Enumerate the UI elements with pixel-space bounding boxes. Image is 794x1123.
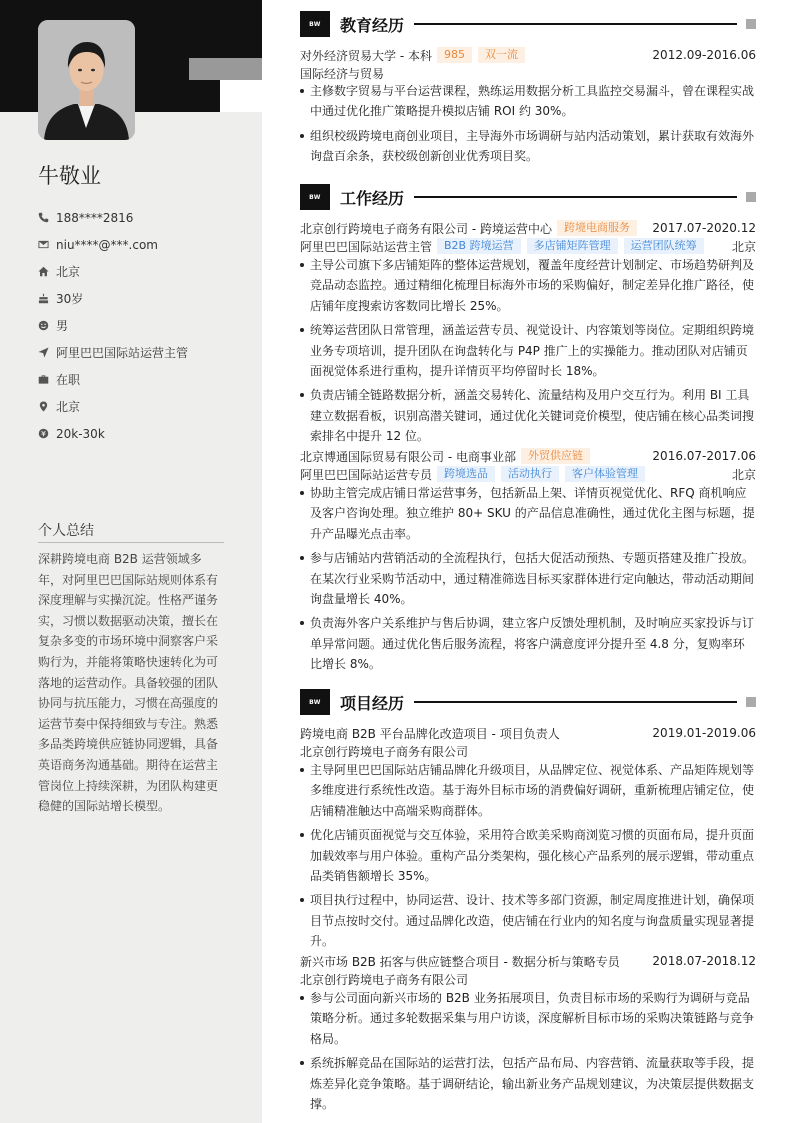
work-period: 2016.07-2017.06 xyxy=(652,449,756,463)
work-title: 工作经历 xyxy=(340,188,405,208)
project-company-row xyxy=(300,970,756,988)
info-age xyxy=(38,285,188,312)
list-item: 负责店铺全链路数据分析，涵盖交易转化、流量结构及用户交互行为。利用 BI 工具建立数据看板，识别高潜关键词，通过优化关键词竞价模型，使店铺在核心品类词搜索排名中提升 12 位。 xyxy=(300,385,756,446)
work-bullets xyxy=(300,255,756,451)
send-icon xyxy=(38,347,49,358)
summary-text: 深耕跨境电商 B2B 运营领域多年，对阿里巴巴国际站规则体系有深度理解与实操沉淀。性格严谨务实，习惯以数据驱动决策，擅长在复杂多变的市场环境中洞察客户采购行为，并能将策略快速转化为可落地的运营动作。具备较强的团队协同与抗压能力，习惯在高强度的运营节奏中保持细致与专注。熟悉多品类跨境供应链协同逻辑，具备英语商务沟通基础。期待在运营主管岗位上持续深耕，为团队构建更稳健的国际站增长模型。 xyxy=(38,552,219,814)
project-section-header xyxy=(300,689,756,715)
work-city: 北京 xyxy=(731,467,756,482)
work-role-row xyxy=(300,465,756,483)
info-phone xyxy=(38,204,188,231)
list-item: 优化店铺页面视觉与交互体验，采用符合欧美采购商浏览习惯的页面布局，提升页面加载效率与用户体验。重构产品分类架构，强化核心产品系列的展示逻辑，带动重点品类销售额增长 35%。 xyxy=(300,825,756,886)
section-divider xyxy=(414,23,737,25)
education-bullets xyxy=(300,81,756,171)
list-item: 主修数字贸易与平台运营课程，熟练运用数据分析工具监控交易漏斗，曾在课程实战中通过优化推广策略提升模拟店铺 ROI 约 30%。 xyxy=(300,81,756,122)
list-item: 协助主管完成店铺日常运营事务，包括新品上架、详情页视觉优化、RFQ 商机响应及客户咨询处理。独立维护 80+ SKU 的产品信息准确性，通过优化主图与标题，提升产品曝光点击率。 xyxy=(300,483,756,544)
info-email xyxy=(38,231,188,258)
list-item: 主导公司旗下多店铺矩阵的整体运营规划，覆盖年度经营计划制定、市场趋势研判及竞品动态监控。通过精细化梳理目标海外市场的采购偏好，制定差异化推广路径，使店铺年度搜索访客数同比增长 25%。 xyxy=(300,255,756,316)
section-square xyxy=(746,697,756,707)
info-status xyxy=(38,366,188,393)
mail-icon xyxy=(38,239,49,250)
list-item: 参与店铺站内营销活动的全流程执行，包括大促活动预热、专题页搭建及推广投放。在某次行业采购节活动中，通过精准筛选目标买家群体进行定向触达，带动活动期间询盘量增长 40%。 xyxy=(300,548,756,609)
role-name: 阿里巴巴国际站运营主管 xyxy=(300,239,433,254)
work-bullets xyxy=(300,483,756,679)
section-square xyxy=(746,192,756,202)
work-company-row xyxy=(300,447,756,465)
project-company-row xyxy=(300,742,756,760)
candidate-name: 牛敬业 xyxy=(38,164,101,188)
education-section-header xyxy=(300,11,756,37)
role-tag: B2B 跨境运营 xyxy=(437,238,521,254)
summary-title: 个人总结 xyxy=(38,520,224,543)
list-item: 统筹运营团队日常管理，涵盖运营专员、视觉设计、内容策划等岗位。定期组织跨境业务专项培训，提升团队在询盘转化与 P4P 推广上的实操能力。推动团队对店铺页面视觉体系进行重构，提升详情页平均停留时长 18%。 xyxy=(300,320,756,381)
company-tag: 跨境电商服务 xyxy=(557,220,637,236)
project-bullets xyxy=(300,988,756,1118)
section-badge: BW xyxy=(300,11,330,37)
project-title-row xyxy=(300,724,756,742)
education-period: 2012.09-2016.06 xyxy=(652,48,756,62)
company-name: 北京博通国际贸易有限公司 - 电商事业部 xyxy=(300,449,516,464)
role-tag: 运营团队统筹 xyxy=(624,238,704,254)
role-tag: 客户体验管理 xyxy=(565,466,645,482)
email-text: niu****@***.com xyxy=(56,237,158,252)
phone-text: 188****2816 xyxy=(56,210,134,225)
list-item: 参与公司面向新兴市场的 B2B 业务拓展项目，负责目标市场的采购行为调研与竞品策略分析。通过多轮数据采集与用户访谈，深度解析目标市场的采购决策链路与竞争格局。 xyxy=(300,988,756,1049)
gender-text: 男 xyxy=(56,319,69,333)
section-badge: BW xyxy=(300,689,330,715)
school-tag: 985 xyxy=(437,47,472,63)
work-city: 北京 xyxy=(731,239,756,254)
role-tag: 跨境选品 xyxy=(437,466,495,482)
phone-icon xyxy=(38,212,49,223)
work-role-row xyxy=(300,237,756,255)
section-divider xyxy=(414,196,737,198)
salary-text: 20k-30k xyxy=(56,426,105,441)
role-tag: 多店铺矩阵管理 xyxy=(527,238,618,254)
project-title: 项目经历 xyxy=(340,693,405,713)
location-pin-icon xyxy=(38,401,49,412)
contact-info-list xyxy=(38,204,188,447)
info-target-position xyxy=(38,339,188,366)
section-divider xyxy=(414,701,737,703)
education-school-row xyxy=(300,46,756,64)
education-title: 教育经历 xyxy=(340,15,405,35)
major-name: 国际经济与贸易 xyxy=(300,66,385,81)
smiley-icon xyxy=(38,320,49,331)
home-icon xyxy=(38,266,49,277)
project-title-row xyxy=(300,952,756,970)
school-name: 对外经济贸易大学 - 本科 xyxy=(300,48,432,63)
work-section-header xyxy=(300,184,756,210)
project-name: 新兴市场 B2B 拓客与供应链整合项目 - 数据分析与策略专员 xyxy=(300,954,620,969)
list-item: 主导阿里巴巴国际站店铺品牌化升级项目，从品牌定位、视觉体系、产品矩阵规划等多维度进行系统性改造。基于海外目标市场的消费偏好调研，重新梳理店铺定位，使店铺精准触达中高端采购商群体。 xyxy=(300,760,756,821)
hometown-text: 北京 xyxy=(56,265,81,279)
school-tag: 双一流 xyxy=(478,47,525,63)
project-company: 北京创行跨境电子商务有限公司 xyxy=(300,744,469,759)
section-square xyxy=(746,19,756,29)
target-city-text: 北京 xyxy=(56,400,81,414)
briefcase-icon xyxy=(38,374,49,385)
project-name: 跨境电商 B2B 平台品牌化改造项目 - 项目负责人 xyxy=(300,726,560,741)
salary-coin-icon xyxy=(38,428,49,439)
header-decoration-white xyxy=(220,80,262,112)
project-company: 北京创行跨境电子商务有限公司 xyxy=(300,972,469,987)
work-period: 2017.07-2020.12 xyxy=(652,221,756,235)
profile-photo xyxy=(38,20,135,140)
list-item: 项目执行过程中，协同运营、设计、技术等多部门资源，制定周度推进计划，确保项目节点按时交付。通过品牌化改造，使店铺在行业内的知名度与询盘质量实现显著提升。 xyxy=(300,890,756,951)
work-company-row xyxy=(300,219,756,237)
education-major-row xyxy=(300,64,756,82)
section-badge: BW xyxy=(300,184,330,210)
role-tag: 活动执行 xyxy=(501,466,559,482)
target-position-text: 阿里巴巴国际站运营主管 xyxy=(56,346,189,360)
project-period: 2018.07-2018.12 xyxy=(652,954,756,968)
company-tag: 外贸供应链 xyxy=(521,448,590,464)
info-salary xyxy=(38,420,188,447)
project-bullets xyxy=(300,760,756,956)
list-item: 组织校级跨境电商创业项目，主导海外市场调研与站内活动策划，累计获取有效海外询盘百余条，获校级创新创业优秀项目奖。 xyxy=(300,126,756,167)
info-target-city xyxy=(38,393,188,420)
list-item: 负责海外客户关系维护与售后协调，建立客户反馈处理机制，及时响应买家投诉与订单异常问题。通过优化售后服务流程，将客户满意度评分提升至 4.8 分，复购率环比增长 8%。 xyxy=(300,613,756,674)
project-period: 2019.01-2019.06 xyxy=(652,726,756,740)
sidebar xyxy=(0,0,262,1123)
list-item: 系统拆解竞品在国际站的运营打法，包括产品布局、内容营销、流量获取等手段，提炼差异化竞争策略。基于调研结论，输出新业务产品规划建议，为决策层提供数据支撑。 xyxy=(300,1053,756,1114)
cake-icon xyxy=(38,293,49,304)
age-text: 30岁 xyxy=(56,292,84,306)
status-text: 在职 xyxy=(56,373,81,387)
person-avatar-illustration xyxy=(38,20,135,140)
info-gender xyxy=(38,312,188,339)
info-hometown xyxy=(38,258,188,285)
role-name: 阿里巴巴国际站运营专员 xyxy=(300,467,433,482)
header-decoration-gray xyxy=(189,58,262,80)
company-name: 北京创行跨境电子商务有限公司 - 跨境运营中心 xyxy=(300,221,552,236)
